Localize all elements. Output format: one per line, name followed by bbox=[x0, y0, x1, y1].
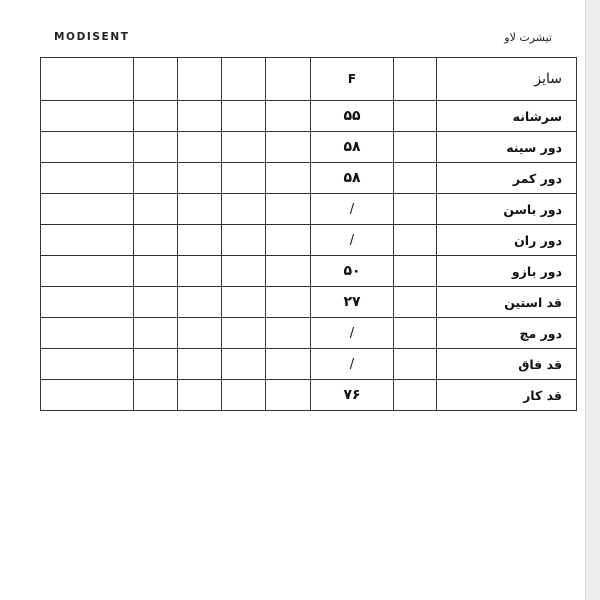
measurement-value: ۵۰ bbox=[311, 256, 394, 287]
document-title: تیشرت لاو bbox=[504, 31, 552, 44]
measurement-label: قد کار bbox=[437, 380, 577, 411]
page-edge bbox=[585, 0, 600, 600]
empty-cell bbox=[222, 58, 266, 101]
empty-cell bbox=[134, 58, 178, 101]
empty-cell bbox=[394, 58, 437, 101]
measurement-value: / bbox=[311, 194, 394, 225]
measurement-label: دور مچ bbox=[437, 318, 577, 349]
measurement-value: ۷۶ bbox=[311, 380, 394, 411]
measurement-value: / bbox=[311, 225, 394, 256]
empty-cell bbox=[178, 58, 222, 101]
measurement-value: ۵۸ bbox=[311, 132, 394, 163]
table-row bbox=[41, 256, 577, 287]
measurement-value: / bbox=[311, 349, 394, 380]
brand-name: MODISENT bbox=[54, 31, 130, 43]
table-row bbox=[41, 194, 577, 225]
measurement-value: / bbox=[311, 318, 394, 349]
table-row bbox=[41, 132, 577, 163]
measurement-label: قد استین bbox=[437, 287, 577, 318]
measurement-label: سرشانه bbox=[437, 101, 577, 132]
table-header-row bbox=[41, 58, 577, 101]
size-chart-table bbox=[40, 57, 577, 411]
empty-cell bbox=[41, 58, 134, 101]
measurement-value: ۲۷ bbox=[311, 287, 394, 318]
table-row bbox=[41, 225, 577, 256]
table-row bbox=[41, 101, 577, 132]
measurement-value: ۵۸ bbox=[311, 163, 394, 194]
measurement-label: دور کمر bbox=[437, 163, 577, 194]
table-row bbox=[41, 349, 577, 380]
measurement-value: ۵۵ bbox=[311, 101, 394, 132]
measurement-label: دور باسن bbox=[437, 194, 577, 225]
measurement-label: دور ران bbox=[437, 225, 577, 256]
table-row bbox=[41, 380, 577, 411]
size-column-header: F bbox=[311, 58, 394, 101]
empty-cell bbox=[266, 58, 311, 101]
measurement-label: دور سینه bbox=[437, 132, 577, 163]
measurement-label: قد فاق bbox=[437, 349, 577, 380]
size-label-header: سایز bbox=[437, 58, 577, 101]
measurement-label: دور بازو bbox=[437, 256, 577, 287]
table-row bbox=[41, 318, 577, 349]
table-row bbox=[41, 287, 577, 318]
table-row bbox=[41, 163, 577, 194]
